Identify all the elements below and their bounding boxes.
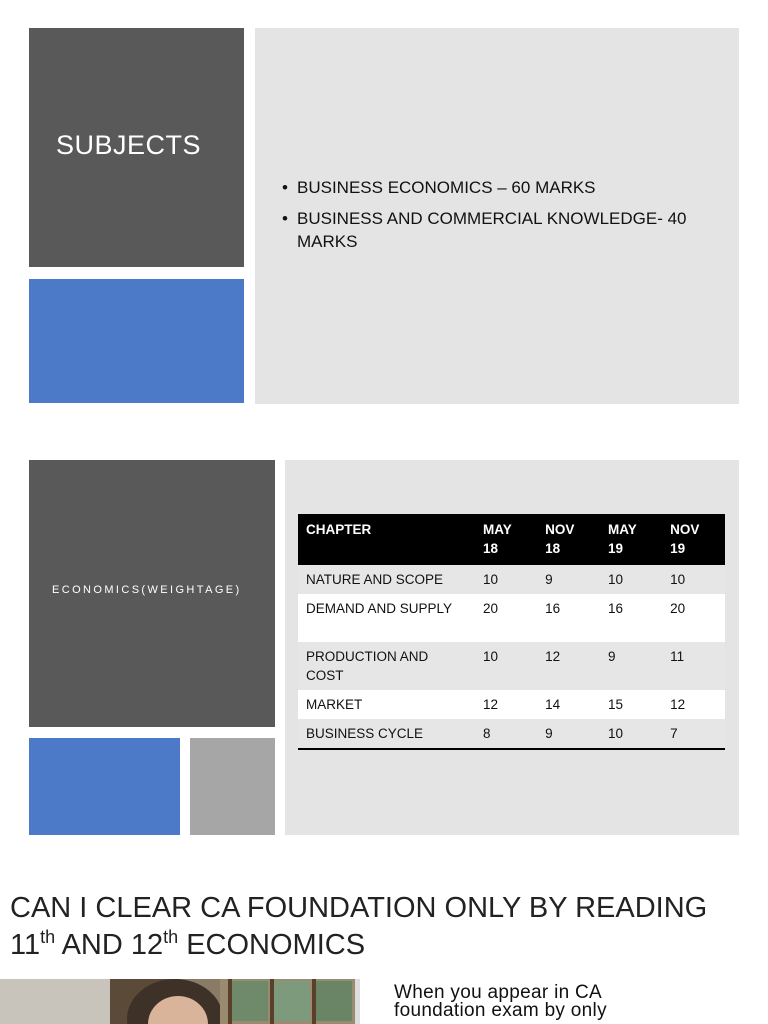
- blue-accent-block: [29, 738, 180, 835]
- gray-accent-block: [190, 738, 275, 835]
- slide3-side-text: [394, 984, 734, 1020]
- table-cell: 10: [600, 565, 662, 594]
- table-cell: 20: [662, 594, 725, 642]
- subjects-title: SUBJECTS: [56, 130, 202, 160]
- table-cell: DEMAND AND SUPPLY: [298, 594, 475, 642]
- subject-item: • BUSINESS ECONOMICS – 60 MARKS: [282, 176, 722, 199]
- table-cell: 16: [537, 594, 600, 642]
- subjects-list: [282, 176, 722, 261]
- table-row: [298, 594, 725, 642]
- table-cell: 10: [475, 565, 537, 594]
- table-row: [298, 719, 725, 749]
- table-cell: PRODUCTION AND COST: [298, 642, 475, 690]
- photo-placeholder-icon: [0, 979, 360, 1024]
- title-num1: 11: [10, 929, 41, 961]
- header-nov-19: NOV 19: [662, 514, 725, 565]
- header-may-19: MAY 19: [600, 514, 662, 565]
- table-cell: 20: [475, 594, 537, 642]
- header-nov-18: NOV 18: [537, 514, 600, 565]
- table-header-row: [298, 514, 725, 565]
- table-cell: 12: [537, 642, 600, 690]
- presenter-photo: [0, 979, 360, 1024]
- table-row: [298, 565, 725, 594]
- table-cell: MARKET: [298, 690, 475, 719]
- table-cell: NATURE AND SCOPE: [298, 565, 475, 594]
- title-mid: AND 12: [55, 929, 164, 961]
- table-cell: 8: [475, 719, 537, 749]
- table-cell: 10: [600, 719, 662, 749]
- table-cell: 15: [600, 690, 662, 719]
- table-row: [298, 642, 725, 690]
- table-cell: 10: [475, 642, 537, 690]
- blue-accent-block: [29, 279, 244, 403]
- side-text-line: When you appear in CA: [394, 982, 603, 1003]
- table-cell: 12: [475, 690, 537, 719]
- title-end: ECONOMICS: [178, 929, 366, 961]
- table-cell: 7: [662, 719, 725, 749]
- table-cell: 9: [537, 719, 600, 749]
- title-sup2: th: [163, 927, 179, 947]
- table-cell: 14: [537, 690, 600, 719]
- table-cell: 16: [600, 594, 662, 642]
- title-sup1: th: [40, 927, 56, 947]
- table-cell: 9: [537, 565, 600, 594]
- title-line1: CAN I CLEAR CA FOUNDATION ONLY BY READING: [10, 892, 708, 924]
- table-cell: 11: [662, 642, 725, 690]
- table-cell: 12: [662, 690, 725, 719]
- side-text-line: foundation exam by only: [394, 1000, 607, 1021]
- table-cell: 10: [662, 565, 725, 594]
- weightage-title: ECONOMICS(WEIGHTAGE): [52, 584, 242, 596]
- table-row: [298, 690, 725, 719]
- header-chapter: CHAPTER: [298, 514, 475, 565]
- table-cell: 9: [600, 642, 662, 690]
- weightage-table: [298, 514, 725, 750]
- table-cell: BUSINESS CYCLE: [298, 719, 475, 749]
- subject-item: • BUSINESS AND COMMERCIAL KNOWLEDGE- 40 MARKS: [282, 207, 722, 253]
- slide3-title: [10, 890, 750, 964]
- header-may-18: MAY 18: [475, 514, 537, 565]
